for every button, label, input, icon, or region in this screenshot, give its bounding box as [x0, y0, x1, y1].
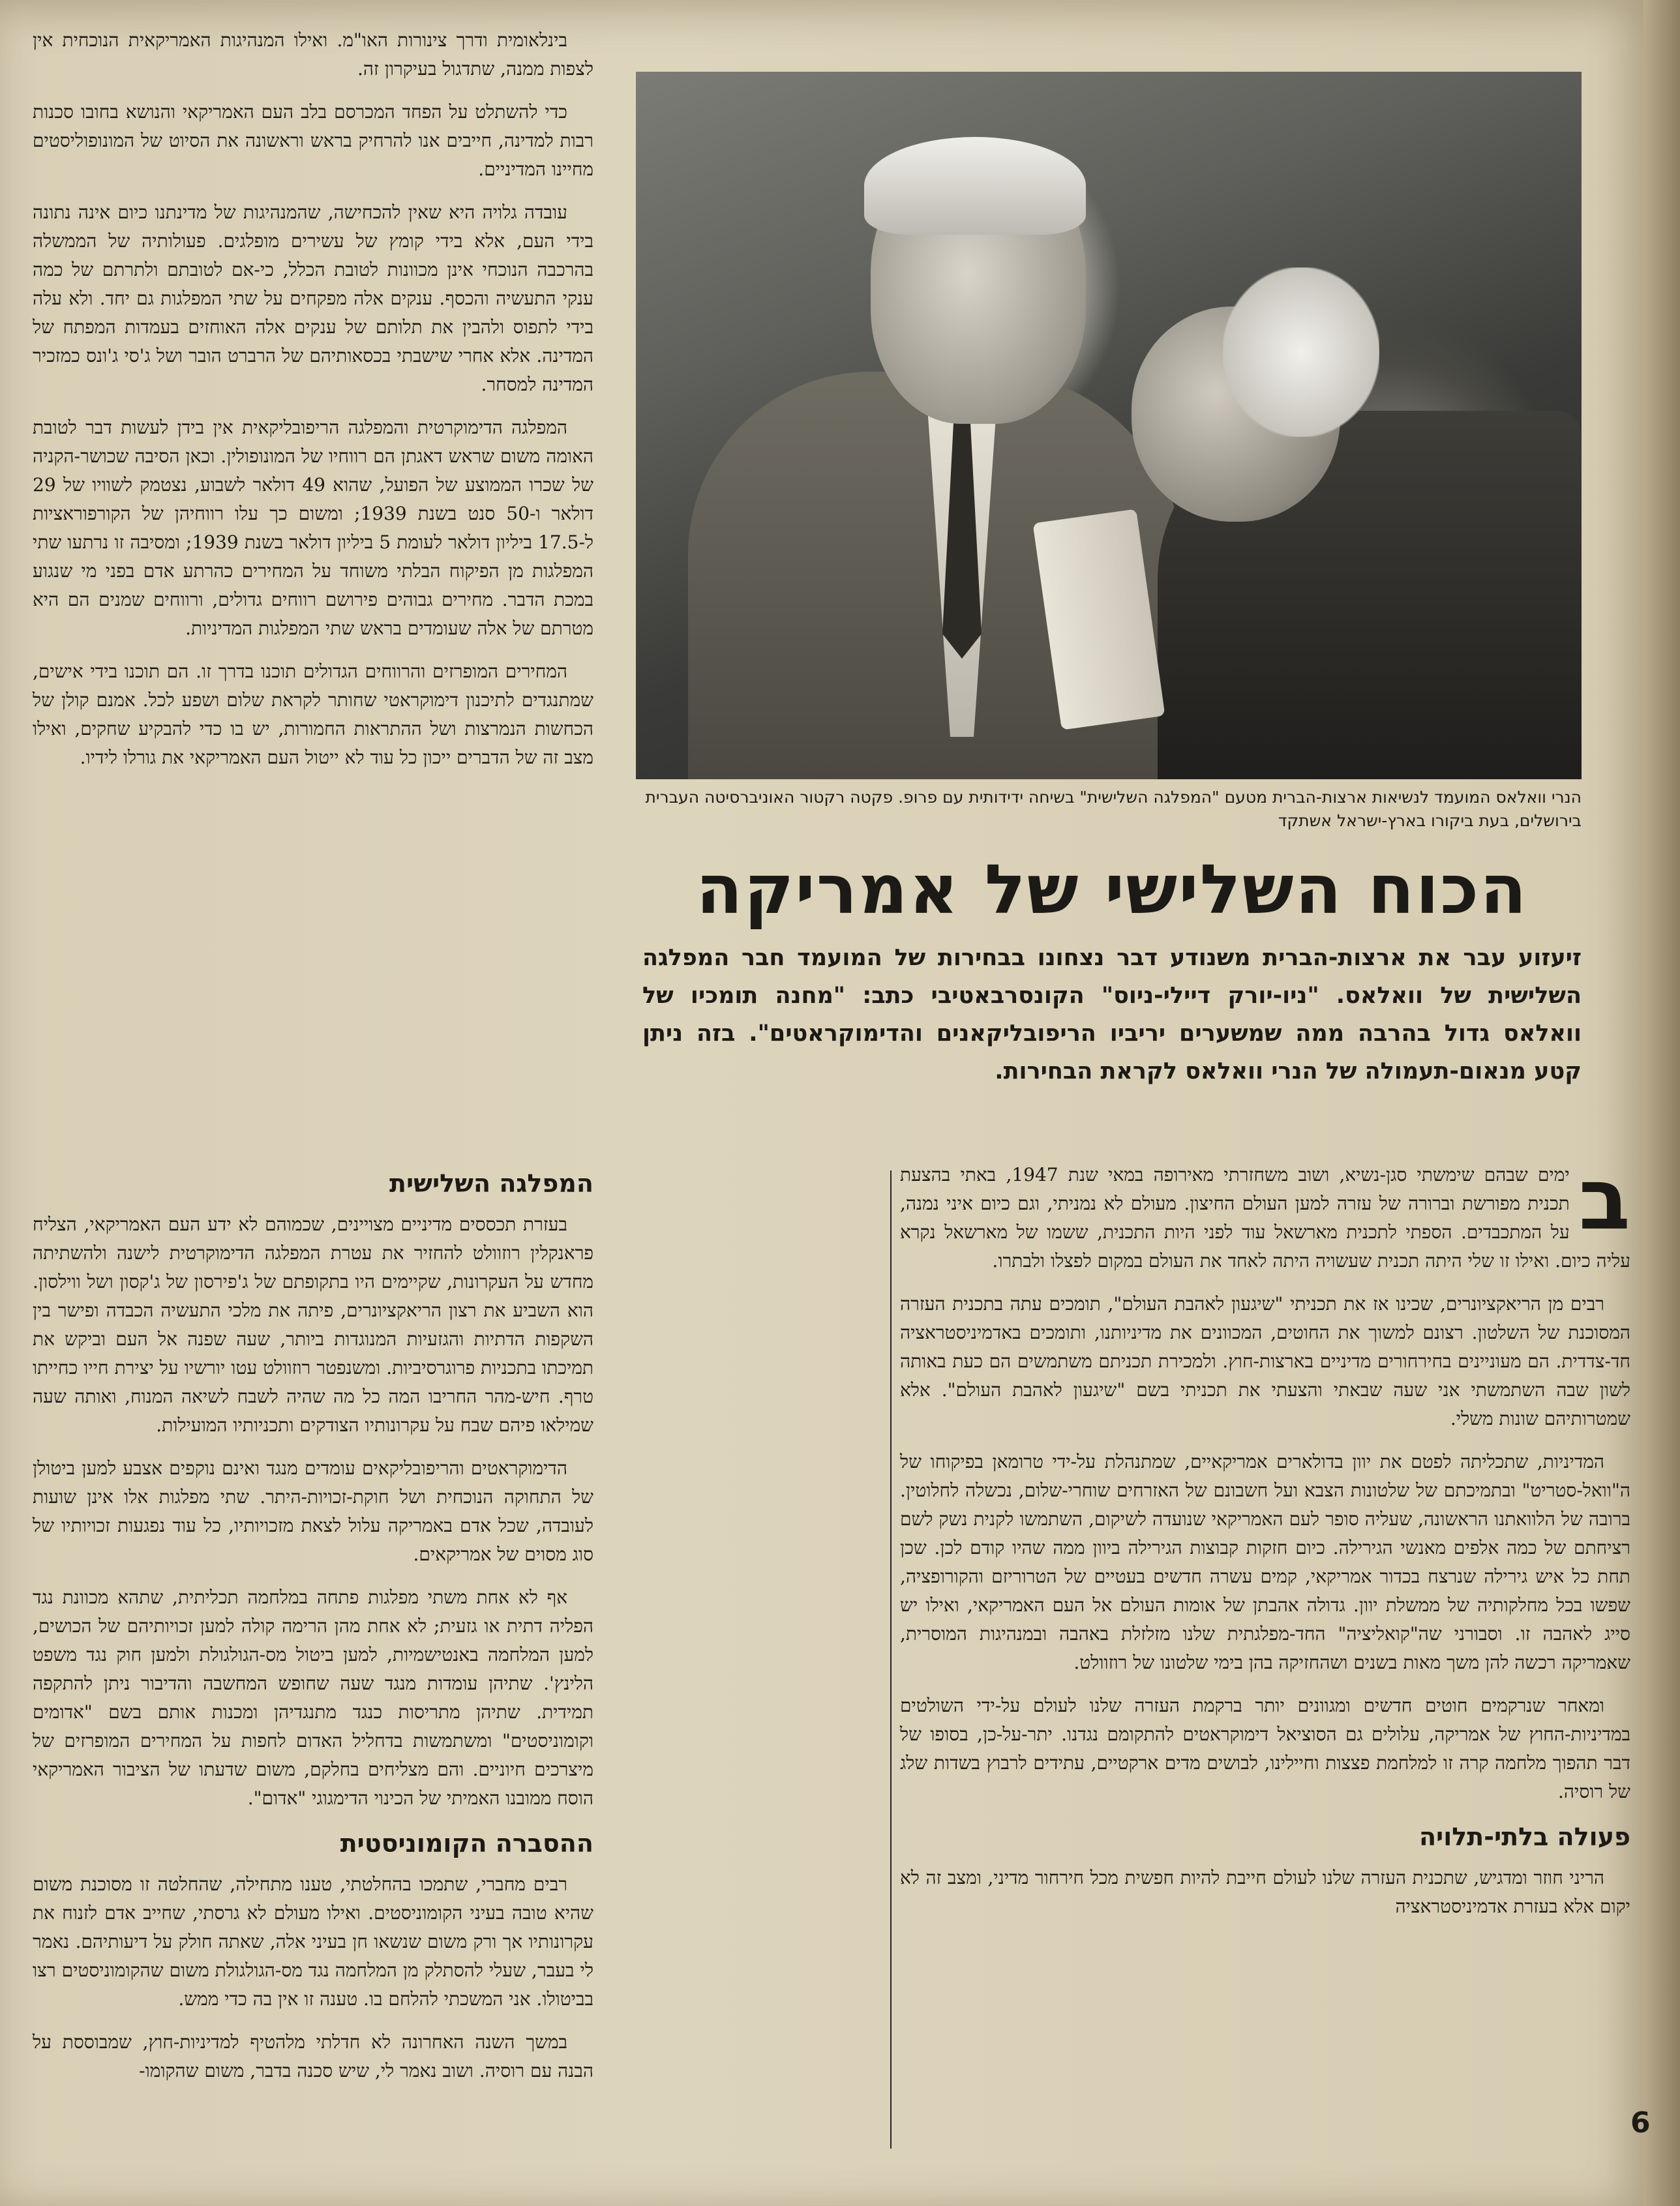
subhead-third-party: המפלגה השלישית	[389, 1169, 593, 1198]
photo-wallace-conversation	[636, 72, 1582, 779]
article-headline: הכוח השלישי של אמריקה	[696, 850, 1528, 929]
left-paragraph-4: המפלגה הדימוקרטית והמפלגה הריפובליקאית אין בידן לעשות דבר לטובת האומה משום שראש דאגתן הם רווחיו של המונופולין. וכאן הסיבה שכושר-הקניה של שכרו הממוצע של הפועל, שהוא 49 דולאר לשבוע, נצטמק לשוויו של 29 דולאר ו-50 סנט בשנת 1939; ומשום כך עלו רווחיהן של הקורפוראציות ל-17.5 ביליון דולאר לעומת 5 ביליון דולאר בשנת 1939; ומסיבה זו נרתעו שתי המפלגות מן הפיקוח הבלתי משוחד על המחירים כהרתע אדם בפני מי שנגוע במכת הדבר. מחירים גבוהים פירושם רווחים גדולים, ורווחים שמנים הם היא מטרתם של אלה שעומדים בראש שתי המפלגות המדיניות.	[33, 417, 593, 639]
section1-paragraph-3: אף לא אחת משתי מפלגות פתחה במלחמה תכליתית, שתהא מכוונת נגד הפליה דתית או גזעית; לא אחת מהן הרימה קולה למען זכויותיהם של הכושים, למען המלחמה באנטישמיות, למען ביטול מס-הגולגולת ולמען חוק נגד משפט הלינץ'. שתיהן עומדות מנגד שעה שחופש המחשבה והדיבור ניתן להתקפה תמידית. שתיהן מתריסות כנגד מתנגדיהן ומכנות אותם בשם "אדומים וקומוניסטים" ומשתמשות בדחליל האדום לחפות על המחירים המופרזים של מיצרכים חיוניים. והם מצליחים בחלקם, משום שדעתו של הציבור האמריקאי הוסח ממובנו האמיתי של הכינוי הדימגוגי "אדום".	[33, 1587, 593, 1809]
right-paragraph-2: המדיניות, שתכליתה לפטם את יוון בדולארים אמריקאיים, שמתנהלת על-ידי טרומאן בפיקוחו של ה"וואל-סטריט" ובתמיכתם של שלטונות הצבא ועל חשבונם של האזרחים שוחרי-שלום, נכשלה לחלוטין. ברובה של הלוואתנו הראשונה, שעליה סופר לעם האמריקאי שנועדה לשיקום, השתמשו לקנית נשק לשם רציחתם של כמה אלפים מאנשי הגירילה. כיום חזקות קבוצות הגירילה ביוון ממה שהיו קודם לכן. שכן תחת כל איש גירילה שנרצח בכדור אמריקאי, קמים עשרה חדשים בעטיים של הטרוריזם והקורופציה, שפשו בכל מחלקותיה של ממשלת יוון. גדולה אהבתן של אומות העולם אל העם האמריקאי, ואילו יש סייג לאהבה זו. וסבורני שה"קואליציה" החד-מפלגתית שלנו מזלזלת באהבה ובמנהיגות המוסרית, שאמריקה רכשה להן משך מאות בשנים ושהחזיקה בהן בימי שלטונו של רוזוולט.	[900, 1451, 1630, 1673]
right-column	[900, 1150, 1630, 1935]
right-paragraph-1: רבים מן הריאקציונרים, שכינו אז את תכניתי "שיגעון לאהבת העולם", תומכים עתה בתכנית העזרה המסוכנת של השלטון. רצונם למשוך את החוטים, המכוונים את מדיניותנו, ותומכים באדמיניסטראציה חד-צדדית. הם מעוניינים בחירחורים מדיניים בארצות-חוץ. ולמכירת תכניתם משתמשים הם כעת באותה לשון שבה השתמשתי אני שעה שבאתי והצעתי את תכניתי בשם "שיגעון לאהבת העולם". אלא שמטרותיהם שונות משלי.	[900, 1293, 1630, 1429]
section2-paragraph-1: רבים מחברי, שתמכו בהחלטתי, טענו מתחילה, שהחלטה זו מסוכנת משום שהיא טובה בעיני הקומוניסטים. ואילו מעולם לא גרסתי, שחייב אדם לזנוח את עקרונותיו אך ורק משום שנשאו חן בעיני אלה, שאתה חולק על דיעותיהם. נאמר לי בעבר, שעלי להסתלק מן המלחמה נגד מס-הגולגולת משום שהקומוניסטים רצו בביטולו. אני המשכתי להלחם בו. טענה זו אין בה כדי ממש.	[33, 1873, 593, 2010]
article-intro: זיעזוע עבר את ארצות-הברית משנודע דבר נצחונו בבחירות של המועמד חבר המפלגה השלישית של וואלאס. "ניו-יורק דיילי-ניוס" הקונסרבאטיבי כתב: "מחנה תומכיו של וואלאס גדול בהרבה ממה שמשערים יריביו הריפובליקאנים והדימוקראטים". בזה ניתן קטע מנאום-תעמולה של הנרי וואלאס לקראת הבחירות.	[642, 945, 1582, 1084]
section2-paragraph-2: במשך השנה האחרונה לא חדלתי מלהטיף למדיניות-חוץ, שמבוססת על הבנה עם רוסיה. ושוב נאמר לי, שיש סכנה בדבר, משום שהקומו-	[33, 2031, 593, 2081]
left-column-top	[33, 26, 593, 1174]
left-column-bottom	[33, 1161, 593, 2100]
subhead-communist-propaganda: ההסברה הקומוניסטית	[340, 1829, 593, 1858]
page-number: 6	[1630, 2106, 1651, 2139]
right-paragraph-3: ומאחר שנרקמים חוטים חדשים ומגוונים יותר ברקמת העזרה שלנו לעולם על-ידי השולטים במדיניות-החוץ של אמריקה, עלולים גם הסוציאל דימוקראטים להתקומם נגדנו. יתר-על-כן, בסופו של דבר תהפוך מלחמה קרה זו למלחמת פצצות וחיילינו, לבושים מדים ארקטיים, עתידים לרבוץ בשדות שלג של רוסיה.	[900, 1695, 1630, 1802]
section1-paragraph-1: בעזרת תכססים מדיניים מצויינים, שכמוהם לא ידע העם האמריקאי, הצליח פראנקלין רוזוולט להחזיר את עטרת המפלגה הדימוקרטית לישנה ולהשתיתה מחדש על העקרונות, שקיימים היו בתקופתם של ג'פירסון של ג'קסון ושל ווילסון. הוא השביע את רצון הריאקציונרים, פיתה את מלכי התעשיה הכבדה ופישר בין השקפות הדתיות והגזעיות המנוגדות ביותר, שעה שפנה אל העם וביקש את תמיכתו בתכניות פרוגרסיביות. ומשנפטר רוזוולט עטו יורשיו על יצירת חייו כחייתו טרף. חיש-מהר החריבו המה כל מה שהיה לשבח לשיאה המנוח, ואותה שעה שמילאו פיהם שבח על עקרונותיו הצודקים ותכניותיו המועילות.	[33, 1214, 594, 1436]
subhead-independent-action: פעולה בלתי-תלויה	[1418, 1823, 1630, 1851]
left-paragraph-3: עובדה גלויה היא שאין להכחישה, שהמנהיגות של מדינתנו כיום אינה נתונה בידי העם, אלא בידי קומץ של עשירים מופלגים. פעולותיה של הממשלה בהרכבה הנוכחי אינן מכוונות לטובת הכלל, כי-אם לטובתם ולתרתם של כמה ענקי התעשיה והכסף. ענקים אלה מפקחים על שתי המפלגות גם יחד. ולא עלה בידי לתפוס ולהבין את תלותם של ענקים אלה האוחזים בעמדות המפתח של המדינה. אלא אחרי שישבתי בכסאותיהם של הרברט הובר ושל ג'סי ג'ונס כמזכיר המדינה למסחר.	[33, 201, 593, 395]
left-paragraph-1: בינלאומית ודרך צינורות האו"מ. ואילו המנהיגות האמריקאית הנוכחית אין לצפות ממנה, שתדגול בעיקרון זה.	[33, 29, 593, 80]
right-first-paragraph	[900, 1150, 1630, 1275]
right-last-paragraph: הריני חוזר ומדגיש, שתכנית העזרה שלנו לעולם חייבת להיות חפשית מכל חירחור מדיני, ומצב זה לא יקום אלא בעזרת אדמיניסטראציה	[900, 1867, 1630, 1917]
right-first-paragraph-text: ימים שבהם שימשתי סגן-נשיא, ושוב משחזרתי מאירופה במאי שנת 1947, באתי בהצעת תכנית מפורשת וברורה של עזרה למען העולם החיצון. מעולם לא נמניתי, וגם כיום איני נמנה, על המתכבדים. הספתי לתכנית מארשאל עוד לפני היות התכנית, ששמו של מארשאל נקרא עליה כיום. ואילו זו שלי היתה תכנית שעשויה היתה לאחד את העולם במקום לפצלו ולבתרו.	[900, 1164, 1630, 1272]
left-paragraph-5: המחירים המופרזים והרווחים הגדולים תוכנו בדרך זו. הם תוכנו בידי אישים, שמתנגדים לתיכנון דימוקראטי שחותר לקראת שלום ושפע לכל. אמנם קולן של הכחשות הנמרצות ושל ההתראות החמורות, יש בו כדי להבקיע שחקים, ואילו מצב זה של הדברים ייכון כל עוד לא ייטול העם האמריקאי את גורלו לידיו.	[33, 661, 593, 768]
drop-cap: ב	[1578, 1150, 1630, 1249]
column-divider	[890, 1170, 892, 2149]
left-paragraph-2: כדי להשתלט על הפחד המכרסם בלב העם האמריקאי והנושא בחובו סכנות רבות למדינה, חייבים אנו להרחיק בראש וראשונה את הסיוט של המונופוליסטים מחיינו המדיניים.	[33, 101, 593, 180]
page-edge	[1643, 0, 1680, 2206]
figure-right-hair	[1223, 267, 1379, 437]
figure-left-hair	[864, 137, 1086, 235]
photo-caption: הנרי וואלאס המועמד לנשיאות ארצות-הברית מטעם "המפלגה השלישית" בשיחה ידידותית עם פרופ. פקטה רקטור האוניברסיטה העברית בירושלים, בעת ביקורו בארץ-ישראל אשתקד	[645, 788, 1582, 830]
section1-paragraph-2: הדימוקראטים והריפובליקאים עומדים מנגד ואינם נוקפים אצבע למען ביטולן של התחוקה הנוכחית ושל חוקת-זכויות-היתר. שתי מפלגות אלו אינן שועות לעובדה, שכל אדם באמריקה עלול לצאת מזכויותיו, כל עוד נפגעות זכויותיו של סוג מסוים של אמריקאים.	[33, 1457, 593, 1565]
